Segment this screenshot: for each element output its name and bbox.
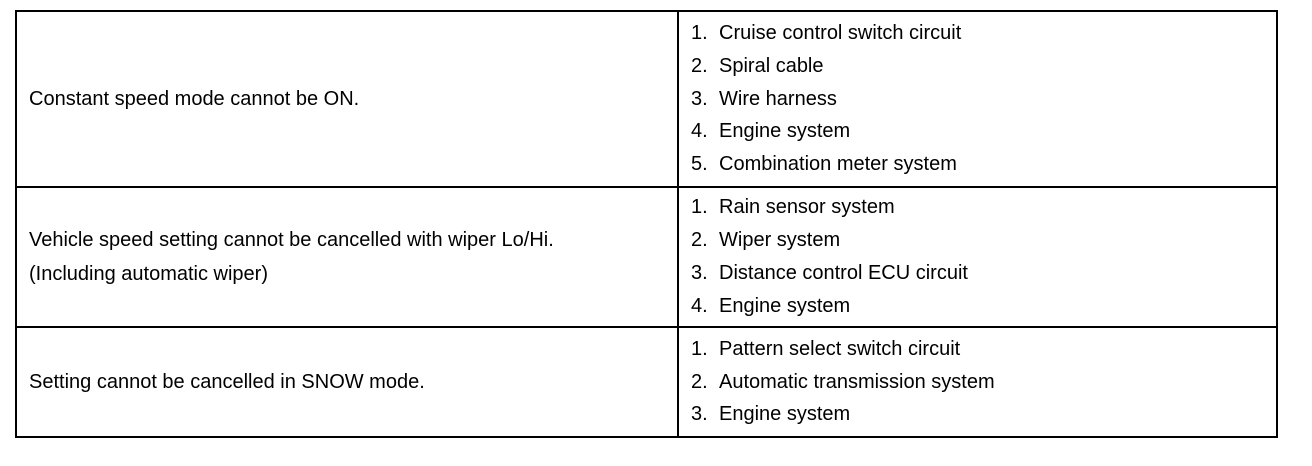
symptom-text: Setting cannot be cancelled in SNOW mode. <box>29 371 425 393</box>
item-number: 2. <box>691 370 708 393</box>
item-number: 1. <box>691 196 708 219</box>
table-row <box>17 328 1276 436</box>
symptom-cell <box>17 12 679 186</box>
table-row <box>17 12 1276 188</box>
item-text: Wiper system <box>719 229 841 252</box>
symptom-cell <box>17 188 679 326</box>
list-item <box>691 148 1276 181</box>
symptom-cell <box>17 328 679 436</box>
item-number: 3. <box>691 87 708 110</box>
item-text: Engine system <box>719 294 851 317</box>
item-text: Combination meter system <box>719 153 957 176</box>
item-number: 3. <box>691 262 708 284</box>
list-item <box>691 50 1276 83</box>
suspected-area-cell <box>679 188 1276 326</box>
list-item <box>691 290 1276 323</box>
item-number: 4. <box>691 120 708 143</box>
item-text: Wire harness <box>719 87 837 110</box>
symptom-text: Vehicle speed setting cannot be cancelled with wiper Lo/Hi. <box>29 229 554 251</box>
suspected-area-cell <box>679 12 1276 186</box>
list-item <box>691 257 1276 290</box>
item-text: Engine system <box>719 120 851 143</box>
item-text: Pattern select switch circuit <box>719 337 961 360</box>
item-text: Spiral cable <box>719 54 824 77</box>
item-number: 1. <box>691 337 708 360</box>
symptom-text: (Including automatic wiper) <box>29 263 268 285</box>
list-item <box>691 366 1276 399</box>
item-number: 2. <box>691 54 708 77</box>
table-row <box>17 188 1276 328</box>
item-number: 4. <box>691 294 708 317</box>
symptom-text: Constant speed mode cannot be ON. <box>29 88 360 110</box>
item-number: 5. <box>691 153 708 176</box>
troubleshooting-table <box>15 10 1278 438</box>
item-number: 2. <box>691 229 708 252</box>
item-number: 1. <box>691 22 708 44</box>
item-text: Distance control ECU circuit <box>719 262 968 284</box>
list-item <box>691 115 1276 148</box>
item-number: 3. <box>691 403 708 426</box>
suspected-area-cell <box>679 328 1276 436</box>
item-text: Rain sensor system <box>719 196 895 219</box>
item-text: Automatic transmission system <box>719 370 995 393</box>
item-text: Engine system <box>719 403 851 426</box>
list-item <box>691 224 1276 257</box>
list-item <box>691 398 1276 431</box>
list-item <box>691 333 1276 366</box>
list-item <box>691 191 1276 224</box>
list-item <box>691 17 1276 50</box>
list-item <box>691 83 1276 116</box>
item-text: Cruise control switch circuit <box>719 22 962 44</box>
